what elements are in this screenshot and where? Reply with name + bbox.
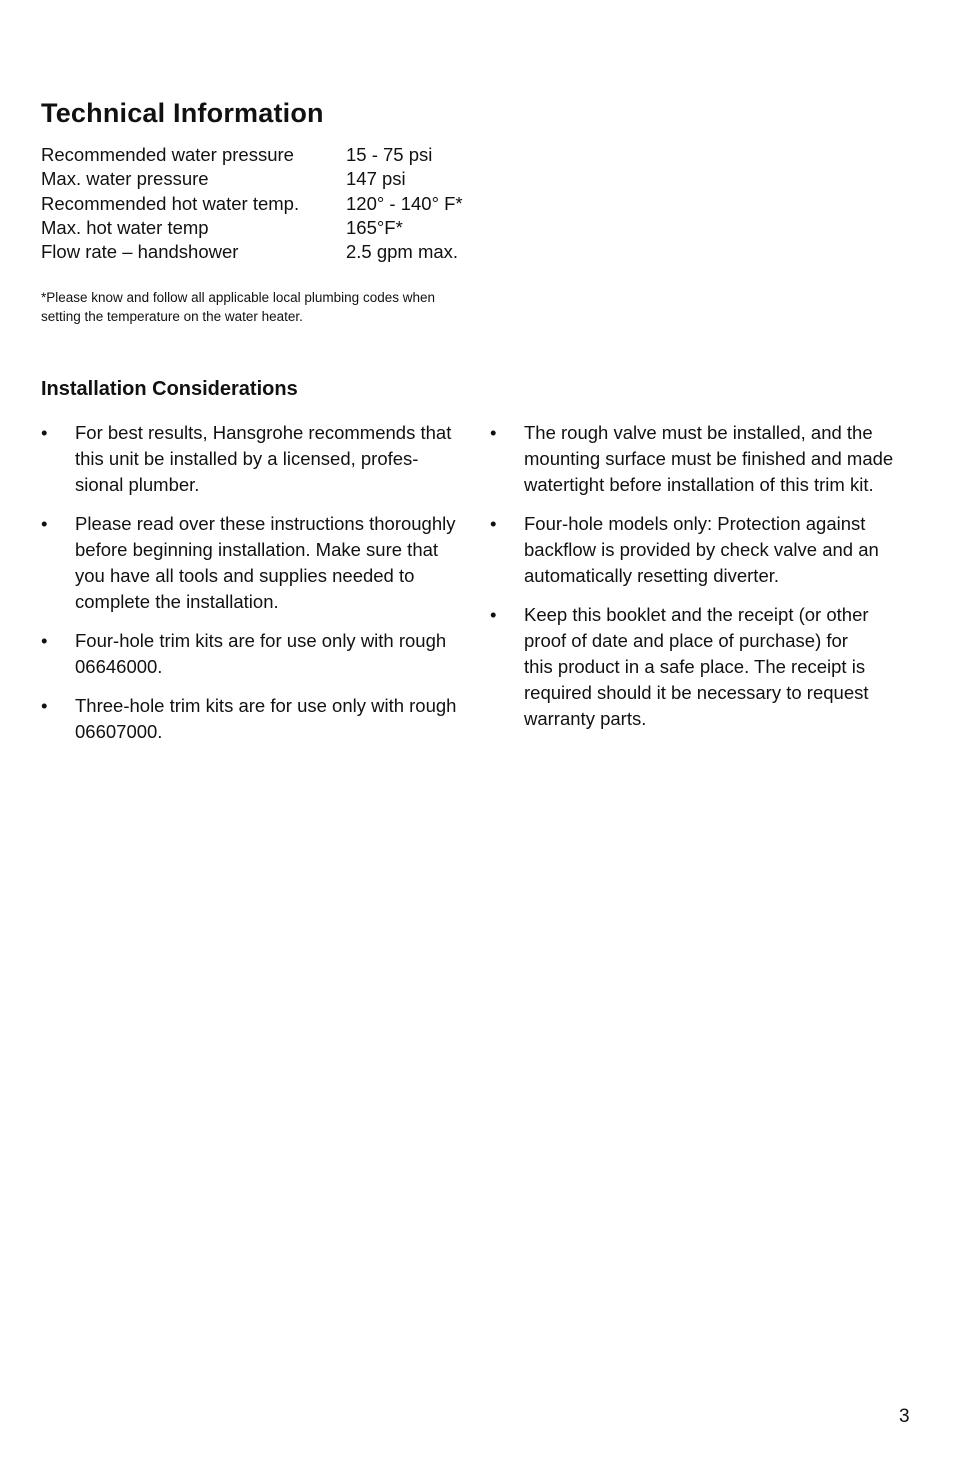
spec-value: 15 - 75 psi <box>346 144 433 165</box>
list-item-line: sional plumber. <box>75 474 200 495</box>
list-item-line: mounting surface must be finished and made <box>524 448 894 469</box>
list-item-line: warranty parts. <box>524 708 647 729</box>
list-item-line: this product in a safe place. The receipt is <box>524 656 866 677</box>
list-item-line: For best results, Hansgrohe recommends that <box>75 422 452 443</box>
footnote-line: setting the temperature on the water heater. <box>41 309 303 324</box>
list-item-line: 06607000. <box>75 721 163 742</box>
list-item <box>490 511 920 589</box>
list-item <box>41 511 471 615</box>
list-item-line: Four-hole models only: Protection against <box>524 513 866 534</box>
bullet-icon: • <box>490 422 497 443</box>
bullet-icon: • <box>41 513 48 534</box>
spec-row <box>41 240 463 264</box>
list-item <box>490 420 920 498</box>
bullet-list-right <box>490 420 920 745</box>
list-item <box>490 602 920 732</box>
list-item <box>41 420 471 498</box>
bullet-icon: • <box>490 513 497 534</box>
bullet-icon: • <box>41 422 48 443</box>
page-number: 3 <box>899 1406 910 1427</box>
list-item-line: Keep this booklet and the receipt (or other <box>524 604 869 625</box>
spec-value: 120° - 140° F* <box>346 192 463 214</box>
list-item-line: complete the installation. <box>75 591 279 612</box>
bullet-list-left <box>41 420 471 758</box>
list-item-line: Three-hole trim kits are for use only with rough <box>75 695 457 716</box>
section-heading: Installation Considerations <box>41 378 298 400</box>
list-item <box>41 693 471 745</box>
bullet-icon: • <box>41 630 48 651</box>
spec-label: Recommended hot water temp. <box>41 192 300 214</box>
spec-table <box>41 143 463 264</box>
page-title: Technical Information <box>41 98 324 128</box>
list-item <box>41 628 471 680</box>
list-item-line: The rough valve must be installed, and the <box>524 422 873 443</box>
list-item-line: proof of date and place of purchase) for <box>524 630 848 651</box>
spec-row <box>41 167 463 191</box>
spec-value: 2.5 gpm max. <box>346 241 459 263</box>
list-item-line: watertight before installation of this trim kit. <box>524 474 874 495</box>
bullet-icon: • <box>41 695 48 716</box>
list-item-line: backflow is provided by check valve and an <box>524 539 879 560</box>
spec-label: Recommended water pressure <box>41 144 294 165</box>
footnote <box>41 288 501 326</box>
list-item-line: automatically resetting diverter. <box>524 565 780 586</box>
list-item-line: Four-hole trim kits are for use only with rough <box>75 630 447 651</box>
footnote-line: *Please know and follow all applicable local plumbing codes when <box>41 290 435 305</box>
spec-label: Flow rate – handshower <box>41 241 239 263</box>
list-item-line: required should it be necessary to request <box>524 682 869 703</box>
spec-row <box>41 216 463 240</box>
list-item-line: you have all tools and supplies needed to <box>75 565 415 586</box>
list-item-line: Please read over these instructions thoroughly <box>75 513 456 534</box>
list-item-line: before beginning installation. Make sure that <box>75 539 439 560</box>
spec-row <box>41 143 463 167</box>
spec-value: 147 psi <box>346 168 406 190</box>
spec-label: Max. water pressure <box>41 168 209 190</box>
bullet-icon: • <box>490 604 497 625</box>
spec-label: Max. hot water temp <box>41 216 209 238</box>
list-item-line: this unit be installed by a licensed, profes- <box>75 448 419 469</box>
spec-value: 165°F* <box>346 216 403 238</box>
spec-row <box>41 192 463 216</box>
list-item-line: 06646000. <box>75 656 163 677</box>
